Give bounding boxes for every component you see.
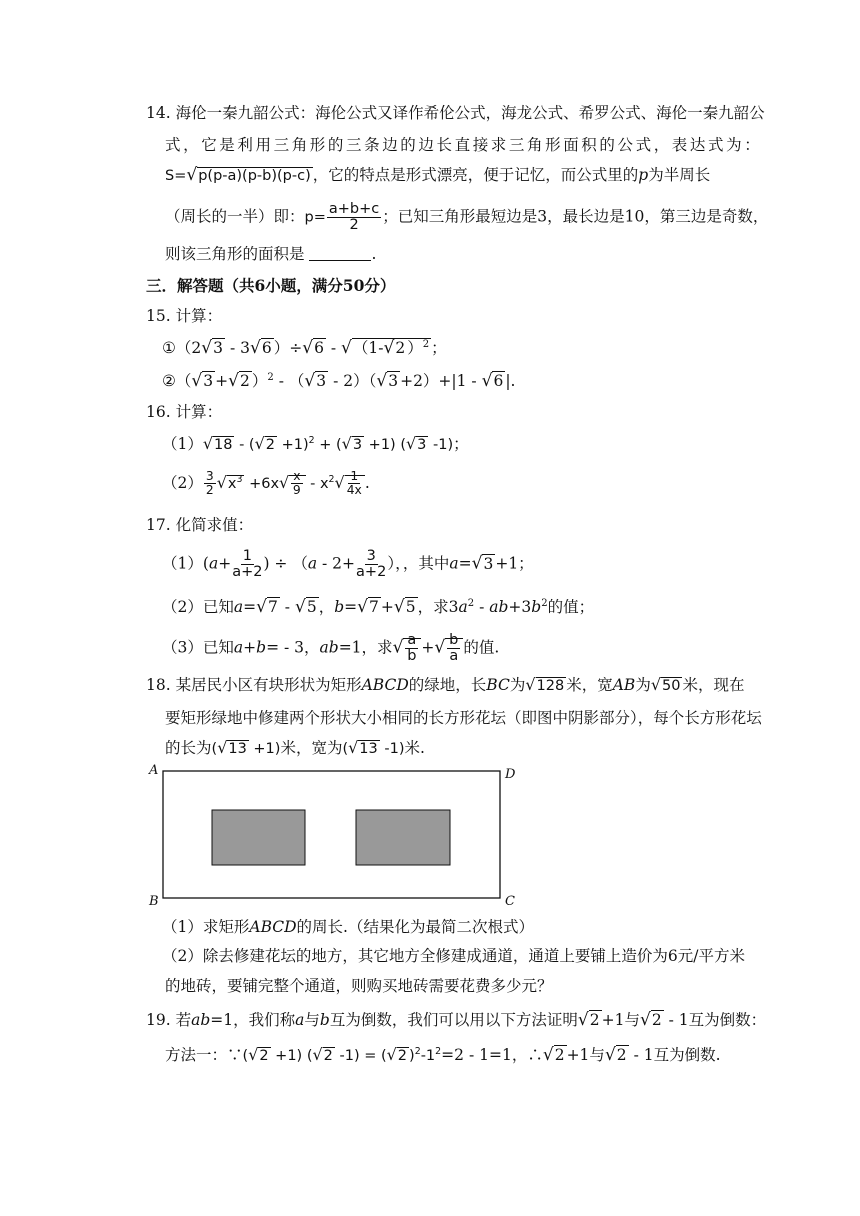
q17-part3: （3）已知a+b= - 3，ab=1，求√ $\frac{a}{b}$ +√ $\frac{b}{a}$ 的值.: [162, 632, 500, 665]
q14-line5: 则该三角形的面积是 .: [165, 245, 377, 263]
heron-formula-label: S=: [165, 168, 187, 184]
vertex-a: A: [149, 763, 159, 778]
answer-blank[interactable]: [309, 246, 371, 261]
q15-title: 15. 计算：: [146, 307, 223, 325]
q14-line2: 式，它是利用三角形的三条边的边长直接求三角形面积的公式，表达式为：: [165, 136, 763, 154]
q18-part1: （1）求矩形ABCD的周长.（结果化为最简二次根式）: [162, 918, 534, 936]
q18-part2-line2: 的地砖，要铺完整个通道，则购买地砖需要花费多少元？: [165, 977, 553, 995]
q14-text-1: 海伦一秦九韶公式：海伦公式又译作希伦公式，海龙公式、希罗公式、海伦一秦九韶公: [175, 104, 765, 122]
flower-bed-right: [356, 810, 450, 865]
q14-line4: （周长的一半）即：p= $\frac{a+b+c}{2}$ ；已知三角形最短边是3，最长边是10，第三边是奇数，: [165, 201, 769, 234]
semi-perimeter-fraction: $\frac{a+b+c}{2}$: [328, 201, 380, 234]
q19-line1: 19. 若ab=1，我们称a与b互为倒数，我们可以用以下方法证明√2 +1与√2 - 1互为倒数：: [146, 1010, 767, 1030]
q18-line1: 18. 某居民小区有块形状为矩形ABCD的绿地，长BC为√128 米，宽AB为√50 米，现在: [146, 675, 745, 694]
flower-bed-left: [212, 810, 305, 865]
q14-number: 14.: [146, 104, 171, 122]
q14-text-3: ，它的特点是形式漂亮，便于记忆，而公式里的: [312, 166, 639, 184]
q18-line3: 的长为(√13 +1)米，宽为(√13 -1)米.: [165, 738, 425, 757]
rectangle-figure: [140, 760, 530, 910]
vertex-d: D: [505, 767, 516, 782]
heron-formula-radicand: p(p-a)(p-b)(p-c): [198, 168, 311, 184]
q17-title: 17. 化简求值：: [146, 516, 254, 534]
q17-part2: （2）已知a=√7 - √5 ，b=√7 +√5 ，求$3a^2 - ab+3b^2$的值；: [162, 597, 595, 618]
q14-line3: S=√p(p-a)(p-b)(p-c) ，它的特点是形式漂亮，便于记忆，而公式里的p为半周长: [165, 165, 711, 185]
q14-line1: [146, 103, 765, 123]
q15-part2: ②（√3 +√2 ）$^2$ - （√3 - 2）（√3 +2）+|1 - √6 |.: [162, 371, 516, 392]
q16-title: 16. 计算：: [146, 403, 223, 421]
q18-part2-line1: （2）除去修建花坛的地方，其它地方全修建成通道，通道上要铺上造价为6元/平方米: [162, 947, 745, 965]
q18-line2: 要矩形绿地中修建两个形状大小相同的长方形花坛（即图中阴影部分），每个长方形花坛: [165, 709, 762, 727]
section-title: 三．解答题（共6小题，满分50分）: [146, 276, 396, 295]
q19-line2: 方法一：∵(√2 +1) (√2 -1) = (√2 )$^2-1^2=2 - 1=1$，∴√2 +1与√2 - 1互为倒数.: [165, 1044, 721, 1065]
q17-part1: （1）(a+ $\frac{1}{a+2}$ ) ÷ （a - 2+ $\frac{3}{a+2}$ ），，其中a=√3 +1；: [162, 548, 534, 581]
vertex-b: B: [149, 894, 159, 909]
q16-part2: （2） $\frac{3}{2}$ $√x^3 +6x√$ $\frac{x}{9}$ - $x^2√$ $\frac{1}{4x}$ .: [162, 469, 370, 498]
vertex-c: C: [505, 894, 515, 909]
q16-part1: $(1)√18 - (√2 +1)^2 + (√3 +1)$ (√3 -1)；: [162, 433, 469, 453]
q15-part1: ①（2√3 - 3√6 ）÷√6 - √（1-√2 ）$^2$ ；: [162, 338, 447, 359]
